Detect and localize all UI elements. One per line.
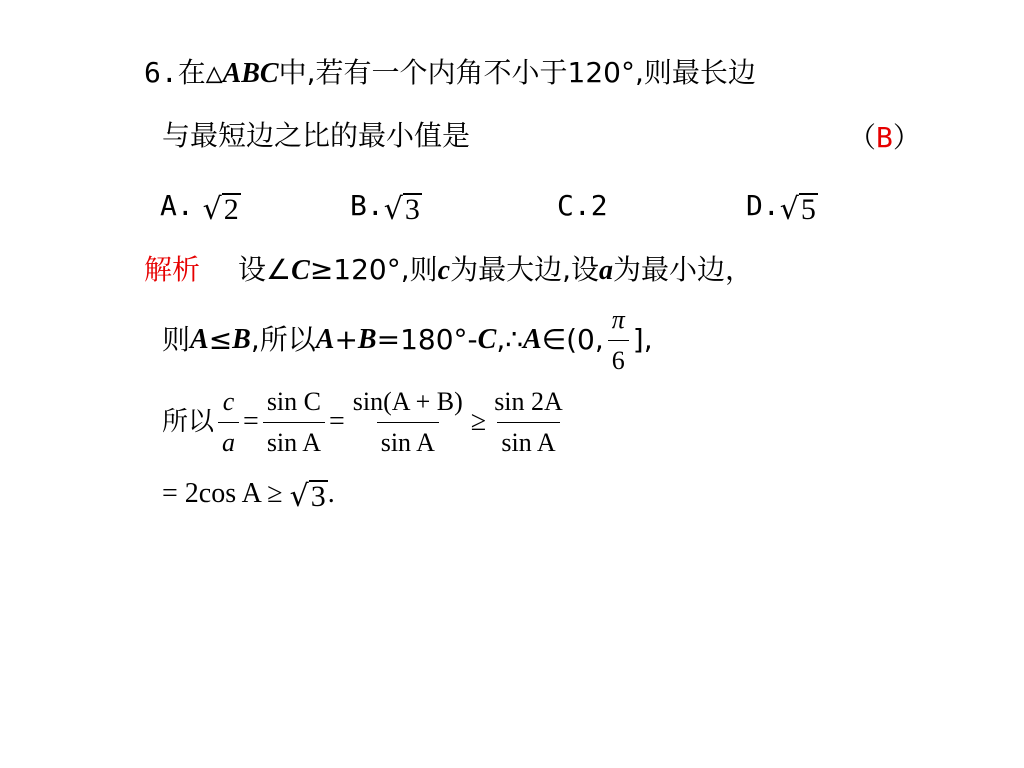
solution-line-3: 所以 $\frac{c}{a}$ = $\frac{\text{sin C}}{\text{sin A}}$ = $\frac{\sin(A + B)}{\text{sin A}}$ ≥ $\frac{\sin 2A}{\text{sin A}}$ (162, 384, 571, 460)
option-c-label: C. (557, 189, 591, 222)
option-b (350, 188, 422, 228)
answer-close: ） (892, 121, 921, 154)
option-b-radical: √3 (383, 192, 420, 227)
option-d-radical: √5 (779, 192, 816, 227)
pi-over-six-fraction: $\frac{\pi}{6}$ (608, 302, 629, 379)
question-line-1 (144, 55, 756, 92)
fraction-sinC-over-sinA: $\frac{\text{sin C}}{\text{sin A}}$ (263, 384, 325, 461)
option-a-value: 2 (223, 193, 239, 226)
solution-line-1: 解析 设∠C≥120°,则c为最大边,设a为最小边， (144, 253, 753, 286)
option-b-value: 3 (404, 193, 420, 226)
triangle-name: ABC (222, 58, 279, 89)
option-c-value: 2 (590, 189, 608, 222)
question-text-2: 与最短边之比的最小值是 (162, 119, 471, 152)
question-line-2 (162, 118, 470, 154)
answer-value: B (876, 121, 893, 154)
question-text-1: 中,若有一个内角不小于120°,则最长边 (278, 56, 756, 89)
fraction-c-over-a: $\frac{c}{a}$ (218, 384, 239, 461)
option-d-label: D. (746, 189, 780, 222)
option-a-radical: √2 (202, 192, 239, 227)
solution-line-2: 则 A ≤ B ,所以 A + B =180°- C ,∴ A ∈(0, $\frac{\pi}{6}$ ], (162, 310, 653, 370)
option-d (746, 188, 818, 228)
answer-open: （ (848, 121, 877, 154)
question-number: 6.在△ (144, 56, 223, 89)
option-b-label: B. (350, 189, 384, 222)
option-c (557, 188, 608, 224)
option-a-label: A. (160, 189, 194, 222)
root-three: √3 (289, 479, 326, 514)
option-d-value: 5 (800, 193, 816, 226)
fraction-sinAB-over-sinA: $\frac{\sin(A + B)}{\text{sin A}}$ (349, 384, 467, 461)
solution-heading: 解析 (144, 253, 201, 286)
answer-bracket (848, 120, 921, 156)
fraction-sin2A-over-sinA: $\frac{\sin 2A}{\text{sin A}}$ (490, 384, 567, 461)
solution-line-4: = 2cos A ≥ √3. (162, 478, 335, 514)
option-a (160, 188, 241, 228)
